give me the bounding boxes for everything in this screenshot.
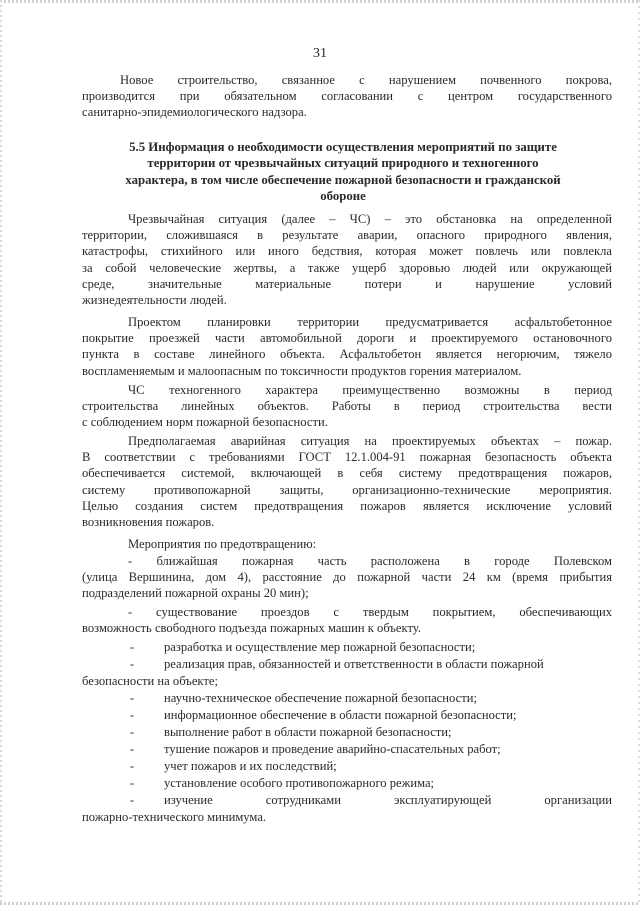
list-item bbox=[82, 656, 612, 673]
p4-line-6: возникновения пожаров. bbox=[82, 515, 215, 530]
heading-line-2: территории от чрезвычайных ситуаций природного и техногенного bbox=[147, 156, 539, 171]
intro-paragraph bbox=[82, 72, 612, 121]
scan-edge-left bbox=[0, 0, 2, 905]
p1-line-6: жизнедеятельности людей. bbox=[82, 293, 227, 308]
list-item-text: учет пожаров и их последствий; bbox=[164, 759, 337, 773]
p4-line-5: Целью создания систем предотвращения пожаров является исключение условий bbox=[82, 498, 612, 513]
heading-line-3: характера, в том числе обеспечение пожарной безопасности и гражданской bbox=[125, 172, 561, 187]
list-item-text: выполнение работ в области пожарной безопасности; bbox=[164, 725, 452, 739]
list-item bbox=[82, 792, 612, 809]
p5-line-1: Мероприятия по предотвращению: bbox=[128, 537, 317, 551]
list-dash: - bbox=[130, 759, 135, 773]
list-item bbox=[82, 758, 612, 775]
paragraph-technogenic bbox=[82, 382, 612, 431]
p3-line-1: ЧС техногенного характера преимущественно возможны в период bbox=[128, 383, 612, 397]
paragraph-fire-safety bbox=[82, 433, 612, 530]
p2-line-3: пункта в составе линейного объекта. Асфальтобетон является негорючим, тяжело bbox=[82, 347, 612, 362]
paragraph-measures-intro bbox=[82, 536, 612, 552]
list-item bbox=[82, 741, 612, 758]
p6-line-1: - ближайшая пожарная часть расположена в городе Полевском bbox=[128, 554, 612, 568]
list-dash: - bbox=[130, 742, 135, 756]
p1-line-2: территории, сложившаяся в результате аварии, опасного природного явления, bbox=[82, 228, 612, 243]
p6-line-3: подразделений пожарной охраны 20 мин); bbox=[82, 586, 309, 601]
p1-line-4: за собой человеческие жертвы, а также ущерб здоровью людей или окружающей bbox=[82, 260, 612, 275]
list-dash: - bbox=[130, 640, 135, 654]
p3-line-3: с соблюдением норм пожарной безопасности. bbox=[82, 415, 328, 430]
p4-line-2: В соответствии с требованиями ГОСТ 12.1.004-91 пожарная безопасность объекта bbox=[82, 450, 612, 465]
list-item-continuation bbox=[82, 673, 612, 690]
list-item-text: реализация прав, обязанностей и ответственности в области пожарной bbox=[164, 657, 544, 671]
intro-line-1: Новое строительство, связанное с нарушением почвенного покрова, bbox=[120, 73, 612, 87]
p6-line-2: (улица Вершинина, дом 4), расстояние до пожарной части 24 км (время прибытия bbox=[82, 570, 612, 585]
list-dash: - bbox=[130, 793, 135, 807]
list-dash: - bbox=[130, 708, 135, 722]
list-item-text: тушение пожаров и проведение аварийно-спасательных работ; bbox=[164, 742, 501, 756]
scan-edge-top bbox=[0, 0, 640, 3]
p3-line-2: строительства линейных объектов. Работы в период строительства вести bbox=[82, 399, 612, 414]
list-item bbox=[82, 724, 612, 741]
paragraph-fire-station bbox=[82, 553, 612, 602]
p7-line-1: - существование проездов с твердым покрытием, обеспечивающих bbox=[128, 605, 612, 619]
paragraph-planning bbox=[82, 314, 612, 379]
list-item bbox=[82, 707, 612, 724]
p1-line-3: катастрофы, стихийного или иного бедствия, которая может повлечь или повлекла bbox=[82, 244, 612, 259]
p1-line-1: Чрезвычайная ситуация (далее – ЧС) – это обстановка на определенной bbox=[128, 212, 612, 226]
list-item-text: информационное обеспечение в области пожарной безопасности; bbox=[164, 708, 517, 722]
list-item bbox=[82, 690, 612, 707]
paragraph-definition bbox=[82, 211, 612, 308]
intro-line-2: производится при обязательном согласовании с центром государственного bbox=[82, 89, 612, 104]
p4-line-1: Предполагаемая аварийная ситуация на проектируемых объектах – пожар. bbox=[128, 434, 612, 448]
intro-line-3: санитарно-эпидемиологического надзора. bbox=[82, 105, 307, 120]
section-heading bbox=[88, 139, 598, 205]
page-number: 31 bbox=[313, 46, 327, 61]
list-dash: - bbox=[130, 776, 135, 790]
list-item bbox=[82, 775, 612, 792]
p4-line-4: систему противопожарной защиты, организационно-технические мероприятия. bbox=[82, 482, 612, 497]
p2-line-2: покрытие проезжей части автомобильной дороги и проектируемого остановочного bbox=[82, 331, 612, 346]
list-dash: - bbox=[130, 725, 135, 739]
p2-line-1: Проектом планировки территории предусматривается асфальтобетонное bbox=[128, 315, 612, 329]
list-item-continuation bbox=[82, 809, 612, 826]
list-item-text-cont: безопасности на объекте; bbox=[82, 674, 218, 688]
list-item-text-cont: пожарно-технического минимума. bbox=[82, 810, 267, 824]
heading-line-4: обороне bbox=[320, 189, 366, 204]
list-item-text: научно-техническое обеспечение пожарной безопасности; bbox=[164, 691, 477, 705]
list-dash: - bbox=[130, 657, 135, 671]
p4-line-3: обеспечивается системой, включающей в себя систему предотвращения пожаров, bbox=[82, 466, 612, 481]
list-item-text: разработка и осуществление мер пожарной безопасности; bbox=[164, 640, 476, 654]
list-dash: - bbox=[130, 691, 135, 705]
p1-line-5: среде, значительные материальные потери и нарушение условий bbox=[82, 276, 612, 291]
list-item bbox=[82, 639, 612, 656]
list-item-text: изучение сотрудниками эксплуатирующей организации bbox=[164, 793, 612, 807]
heading-line-1: 5.5 Информация о необходимости осуществления мероприятий по защите bbox=[129, 140, 557, 154]
paragraph-driveways bbox=[82, 604, 612, 636]
p7-line-2: возможность свободного подъезда пожарных машин к объекту. bbox=[82, 621, 421, 636]
list-item-text: установление особого противопожарного режима; bbox=[164, 776, 435, 790]
p2-line-4: воспламеняемым и малоопасным по токсичности продуктов горения материалом. bbox=[82, 363, 522, 378]
